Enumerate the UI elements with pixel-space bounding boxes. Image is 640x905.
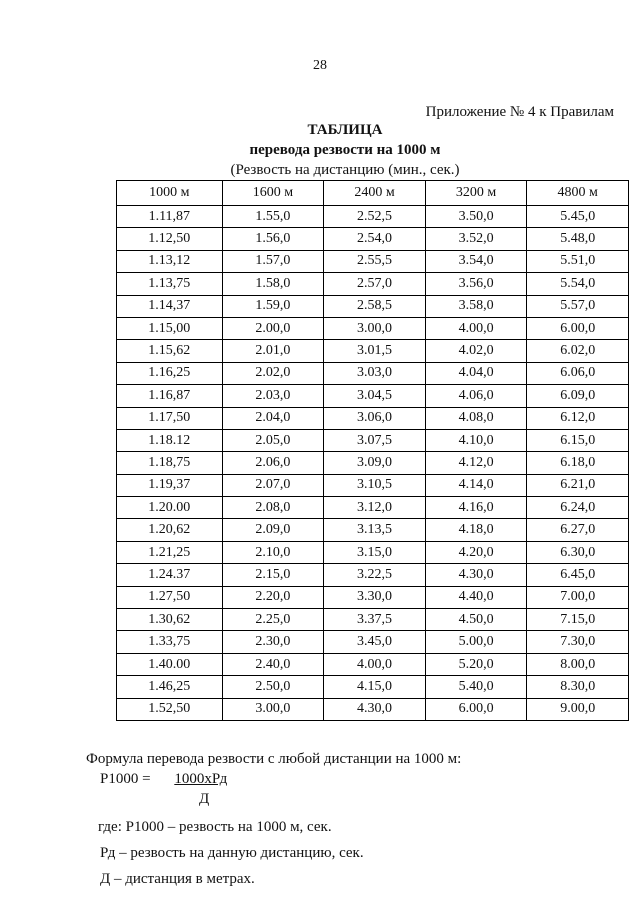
table-cell: 4.18,0 — [425, 519, 527, 541]
table-cell: 4.50,0 — [425, 609, 527, 631]
table-cell: 6.02,0 — [527, 340, 629, 362]
table-row — [117, 228, 629, 250]
table-cell: 6.30,0 — [527, 541, 629, 563]
table-cell: 1.59,0 — [222, 295, 324, 317]
table-cell: 5.57,0 — [527, 295, 629, 317]
table-row — [117, 541, 629, 563]
table-cell: 1.13,12 — [117, 250, 223, 272]
table-cell: 1.13,75 — [117, 273, 223, 295]
table-cell: 3.06,0 — [324, 407, 426, 429]
table-cell: 2.01,0 — [222, 340, 324, 362]
table-row — [117, 653, 629, 675]
table-cell: 6.15,0 — [527, 429, 629, 451]
table-cell: 7.00,0 — [527, 586, 629, 608]
table-row — [117, 452, 629, 474]
table-cell: 1.15,00 — [117, 317, 223, 339]
table-subtitle: перевода резвости на 1000 м — [249, 142, 441, 158]
table-cell: 1.56,0 — [222, 228, 324, 250]
table-cell: 2.04,0 — [222, 407, 324, 429]
table-row — [117, 206, 629, 228]
table-cell: 6.00,0 — [527, 317, 629, 339]
table-cell: 3.07,5 — [324, 429, 426, 451]
table-cell: 6.06,0 — [527, 362, 629, 384]
formula-numerator: 1000хРд — [174, 771, 228, 787]
table-cell: 1.52,50 — [117, 698, 223, 720]
table-cell: 6.27,0 — [527, 519, 629, 541]
table-cell: 3.37,5 — [324, 609, 426, 631]
table-cell: 5.20,0 — [425, 653, 527, 675]
table-cell: 2.15,0 — [222, 564, 324, 586]
table-cell: 4.16,0 — [425, 497, 527, 519]
table-cell: 3.30,0 — [324, 586, 426, 608]
table-row — [117, 609, 629, 631]
page-number: 28 — [313, 58, 327, 73]
formula-where-rd: Рд – резвость на данную дистанцию, сек. — [100, 845, 364, 861]
table-cell: 4.10,0 — [425, 429, 527, 451]
table-cell: 1.30,62 — [117, 609, 223, 631]
table-cell: 1.11,87 — [117, 206, 223, 228]
table-row — [117, 317, 629, 339]
table-cell: 2.55,5 — [324, 250, 426, 272]
table-row — [117, 586, 629, 608]
table-row — [117, 407, 629, 429]
table-cell: 4.00,0 — [324, 653, 426, 675]
table-cell: 2.08,0 — [222, 497, 324, 519]
column-header: 4800 м — [527, 181, 629, 206]
table-cell: 8.00,0 — [527, 653, 629, 675]
table-cell: 1.18.12 — [117, 429, 223, 451]
table-cell: 1.17,50 — [117, 407, 223, 429]
table-cell: 4.40,0 — [425, 586, 527, 608]
table-cell: 2.25,0 — [222, 609, 324, 631]
table-cell: 4.04,0 — [425, 362, 527, 384]
formula-denominator: Д — [199, 791, 210, 807]
table-row — [117, 429, 629, 451]
table-cell: 2.52,5 — [324, 206, 426, 228]
table-cell: 1.21,25 — [117, 541, 223, 563]
table-cell: 7.30,0 — [527, 631, 629, 653]
table-cell: 3.00,0 — [222, 698, 324, 720]
table-cell: 1.12,50 — [117, 228, 223, 250]
table-cell: 3.10,5 — [324, 474, 426, 496]
table-cell: 1.46,25 — [117, 676, 223, 698]
table-cell: 4.12,0 — [425, 452, 527, 474]
table-title-block — [0, 120, 640, 180]
table-body — [117, 206, 629, 721]
conversion-table — [116, 180, 629, 721]
table-cell: 6.00,0 — [425, 698, 527, 720]
table-cell: 6.21,0 — [527, 474, 629, 496]
table-cell: 3.09,0 — [324, 452, 426, 474]
table-cell: 3.50,0 — [425, 206, 527, 228]
table-cell: 4.00,0 — [425, 317, 527, 339]
table-cell: 2.05,0 — [222, 429, 324, 451]
table-cell: 4.08,0 — [425, 407, 527, 429]
table-cell: 1.16,25 — [117, 362, 223, 384]
table-cell: 4.02,0 — [425, 340, 527, 362]
table-cell: 3.01,5 — [324, 340, 426, 362]
table-cell: 7.15,0 — [527, 609, 629, 631]
table-cell: 3.22,5 — [324, 564, 426, 586]
table-cell: 4.30,0 — [324, 698, 426, 720]
table-cell: 4.20,0 — [425, 541, 527, 563]
table-cell: 2.09,0 — [222, 519, 324, 541]
table-cell: 6.24,0 — [527, 497, 629, 519]
table-cell: 8.30,0 — [527, 676, 629, 698]
table-row — [117, 564, 629, 586]
table-cell: 3.52,0 — [425, 228, 527, 250]
table-cell: 6.12,0 — [527, 407, 629, 429]
table-cell: 1.33,75 — [117, 631, 223, 653]
table-row — [117, 340, 629, 362]
table-cell: 1.55,0 — [222, 206, 324, 228]
table-cell: 1.14,37 — [117, 295, 223, 317]
table-cell: 2.30,0 — [222, 631, 324, 653]
table-cell: 1.18,75 — [117, 452, 223, 474]
table-row — [117, 250, 629, 272]
table-cell: 5.54,0 — [527, 273, 629, 295]
table-row — [117, 385, 629, 407]
table-cell: 1.57,0 — [222, 250, 324, 272]
table-cell: 2.07,0 — [222, 474, 324, 496]
table-row — [117, 362, 629, 384]
table-row — [117, 698, 629, 720]
table-cell: 5.48,0 — [527, 228, 629, 250]
table-cell: 1.58,0 — [222, 273, 324, 295]
table-cell: 5.51,0 — [527, 250, 629, 272]
table-title: ТАБЛИЦА — [307, 122, 383, 138]
table-cell: 2.58,5 — [324, 295, 426, 317]
table-cell: 2.00,0 — [222, 317, 324, 339]
column-header: 1600 м — [222, 181, 324, 206]
table-cell: 1.15,62 — [117, 340, 223, 362]
table-cell: 1.20.00 — [117, 497, 223, 519]
table-cell: 2.02,0 — [222, 362, 324, 384]
table-cell: 5.45,0 — [527, 206, 629, 228]
table-cell: 4.30,0 — [425, 564, 527, 586]
table-cell: 2.03,0 — [222, 385, 324, 407]
table-cell: 2.20,0 — [222, 586, 324, 608]
table-cell: 2.10,0 — [222, 541, 324, 563]
table-header-row — [117, 181, 629, 206]
table-cell: 3.03,0 — [324, 362, 426, 384]
table-row — [117, 519, 629, 541]
table-cell: 6.18,0 — [527, 452, 629, 474]
table-cell: 9.00,0 — [527, 698, 629, 720]
table-cell: 4.15,0 — [324, 676, 426, 698]
table-cell: 1.27,50 — [117, 586, 223, 608]
formula-where-d: Д – дистанция в метрах. — [100, 871, 255, 887]
table-cell: 3.15,0 — [324, 541, 426, 563]
table-cell: 3.45,0 — [324, 631, 426, 653]
table-cell: 4.06,0 — [425, 385, 527, 407]
table-cell: 5.00,0 — [425, 631, 527, 653]
formula-block — [86, 749, 461, 889]
table-cell: 1.20,62 — [117, 519, 223, 541]
table-cell: 3.58,0 — [425, 295, 527, 317]
table-cell: 4.14,0 — [425, 474, 527, 496]
column-header: 3200 м — [425, 181, 527, 206]
table-row — [117, 474, 629, 496]
table-row — [117, 273, 629, 295]
table-cell: 3.54,0 — [425, 250, 527, 272]
table-cell: 3.04,5 — [324, 385, 426, 407]
table-cell: 6.09,0 — [527, 385, 629, 407]
table-cell: 5.40,0 — [425, 676, 527, 698]
table-cell: 2.06,0 — [222, 452, 324, 474]
table-cell: 2.54,0 — [324, 228, 426, 250]
formula-where-p1000: где: Р1000 – резвость на 1000 м, сек. — [98, 819, 332, 835]
table-cell: 3.56,0 — [425, 273, 527, 295]
table-cell: 1.19,37 — [117, 474, 223, 496]
table-cell: 1.24.37 — [117, 564, 223, 586]
table-cell: 3.00,0 — [324, 317, 426, 339]
table-cell: 3.13,5 — [324, 519, 426, 541]
column-header: 1000 м — [117, 181, 223, 206]
formula-lhs: Р1000 = — [100, 771, 151, 787]
table-cell: 1.40.00 — [117, 653, 223, 675]
table-cell: 6.45,0 — [527, 564, 629, 586]
appendix-label: Приложение № 4 к Правилам — [425, 104, 614, 120]
table-row — [117, 497, 629, 519]
table-cell: 3.12,0 — [324, 497, 426, 519]
table-cell: 2.40,0 — [222, 653, 324, 675]
table-cell: 2.57,0 — [324, 273, 426, 295]
table-row — [117, 676, 629, 698]
table-row — [117, 295, 629, 317]
formula-equation — [86, 769, 461, 789]
column-header: 2400 м — [324, 181, 426, 206]
table-row — [117, 631, 629, 653]
formula-intro: Формула перевода резвости с любой дистанции на 1000 м: — [86, 751, 462, 767]
table-cell: 1.16,87 — [117, 385, 223, 407]
table-cell: 2.50,0 — [222, 676, 324, 698]
table-caption: (Резвость на дистанцию (мин., сек.) — [230, 162, 460, 178]
